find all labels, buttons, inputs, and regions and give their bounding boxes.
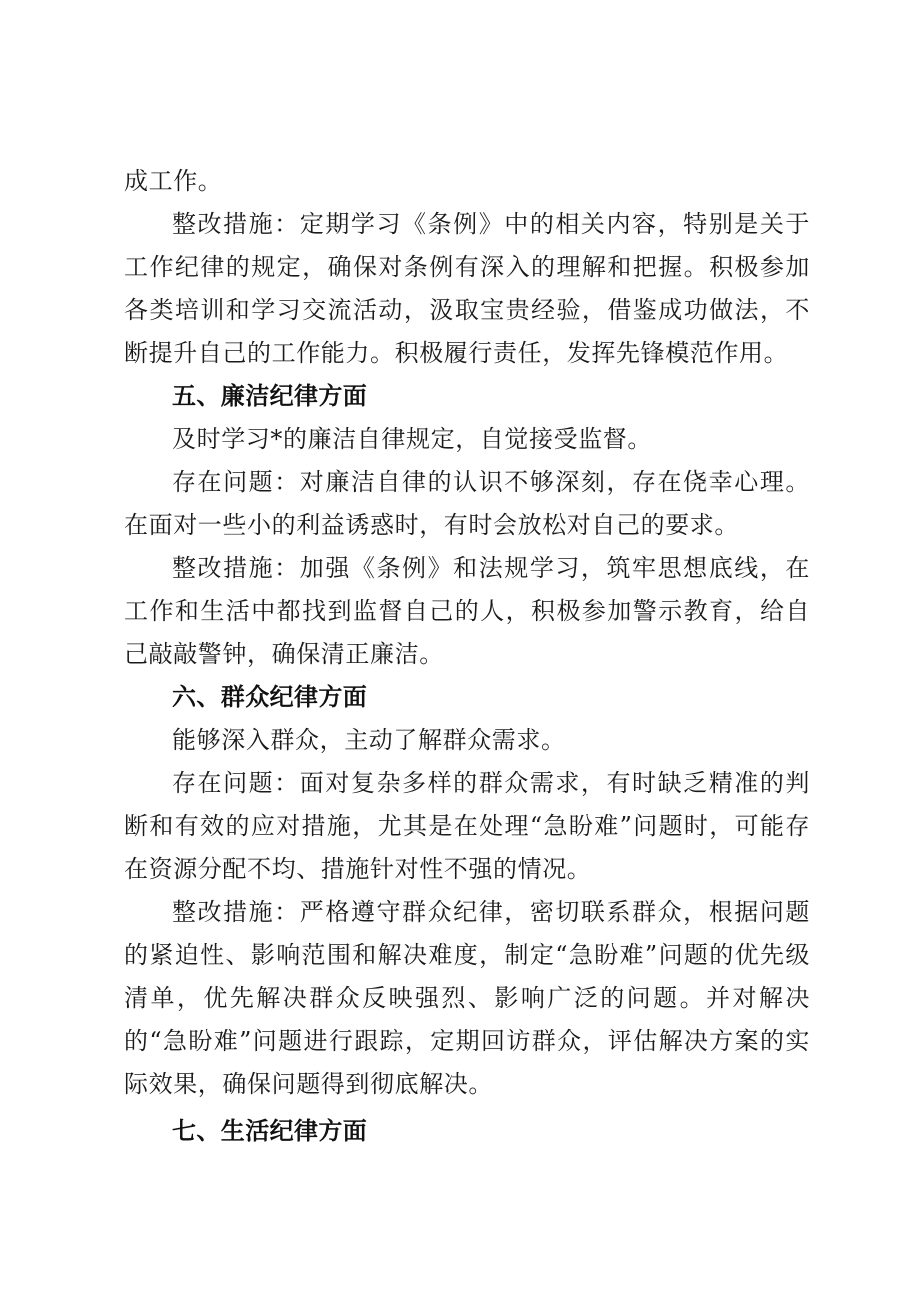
section-heading-life-discipline: 七、生活纪律方面 [172, 1117, 368, 1145]
paragraph-mass-summary: 能够深入群众，主动了解群众需求。 [172, 726, 566, 754]
paragraph-rectification-work-discipline: 整改措施：定期学习《条例》中的相关内容，特别是关于工作纪律的规定，确保对条例有深入的理解和把握。积极参加各类培训和学习交流活动，汲取宝贵经验，借鉴成功做法，不断提升自己的工作能力。积极履行责任，发挥先锋模范作用。 [124, 210, 810, 367]
paragraph-integrity-problem: 存在问题：对廉洁自律的认识不够深刻，存在侥幸心理。在面对一些小的利益诱惑时，有时会放松对自己的要求。 [124, 468, 810, 539]
paragraph-integrity-summary: 及时学习*的廉洁自律规定，自觉接受监督。 [172, 425, 652, 453]
section-heading-integrity-discipline: 五、廉洁纪律方面 [172, 382, 368, 410]
paragraph-mass-problem: 存在问题：面对复杂多样的群众需求，有时缺乏精准的判断和有效的应对措施，尤其是在处理“急盼难”问题时，可能存在资源分配不均、措施针对性不强的情况。 [124, 769, 810, 883]
paragraph-mass-rectification: 整改措施：严格遵守群众纪律，密切联系群众，根据问题的紧迫性、影响范围和解决难度，制定“急盼难”问题的优先级清单，优先解决群众反映强烈、影响广泛的问题。并对解决的“急盼难”问题进行跟踪，定期回访群众，评估解决方案的实际效果，确保问题得到彻底解决。 [124, 898, 810, 1098]
section-heading-mass-discipline: 六、群众纪律方面 [172, 683, 368, 711]
document-body [124, 160, 810, 1153]
paragraph-continuation: 成工作。 [124, 167, 223, 195]
paragraph-integrity-rectification: 整改措施：加强《条例》和法规学习，筑牢思想底线，在工作和生活中都找到监督自己的人，积极参加警示教育，给自己敲敲警钟，确保清正廉洁。 [124, 554, 810, 668]
